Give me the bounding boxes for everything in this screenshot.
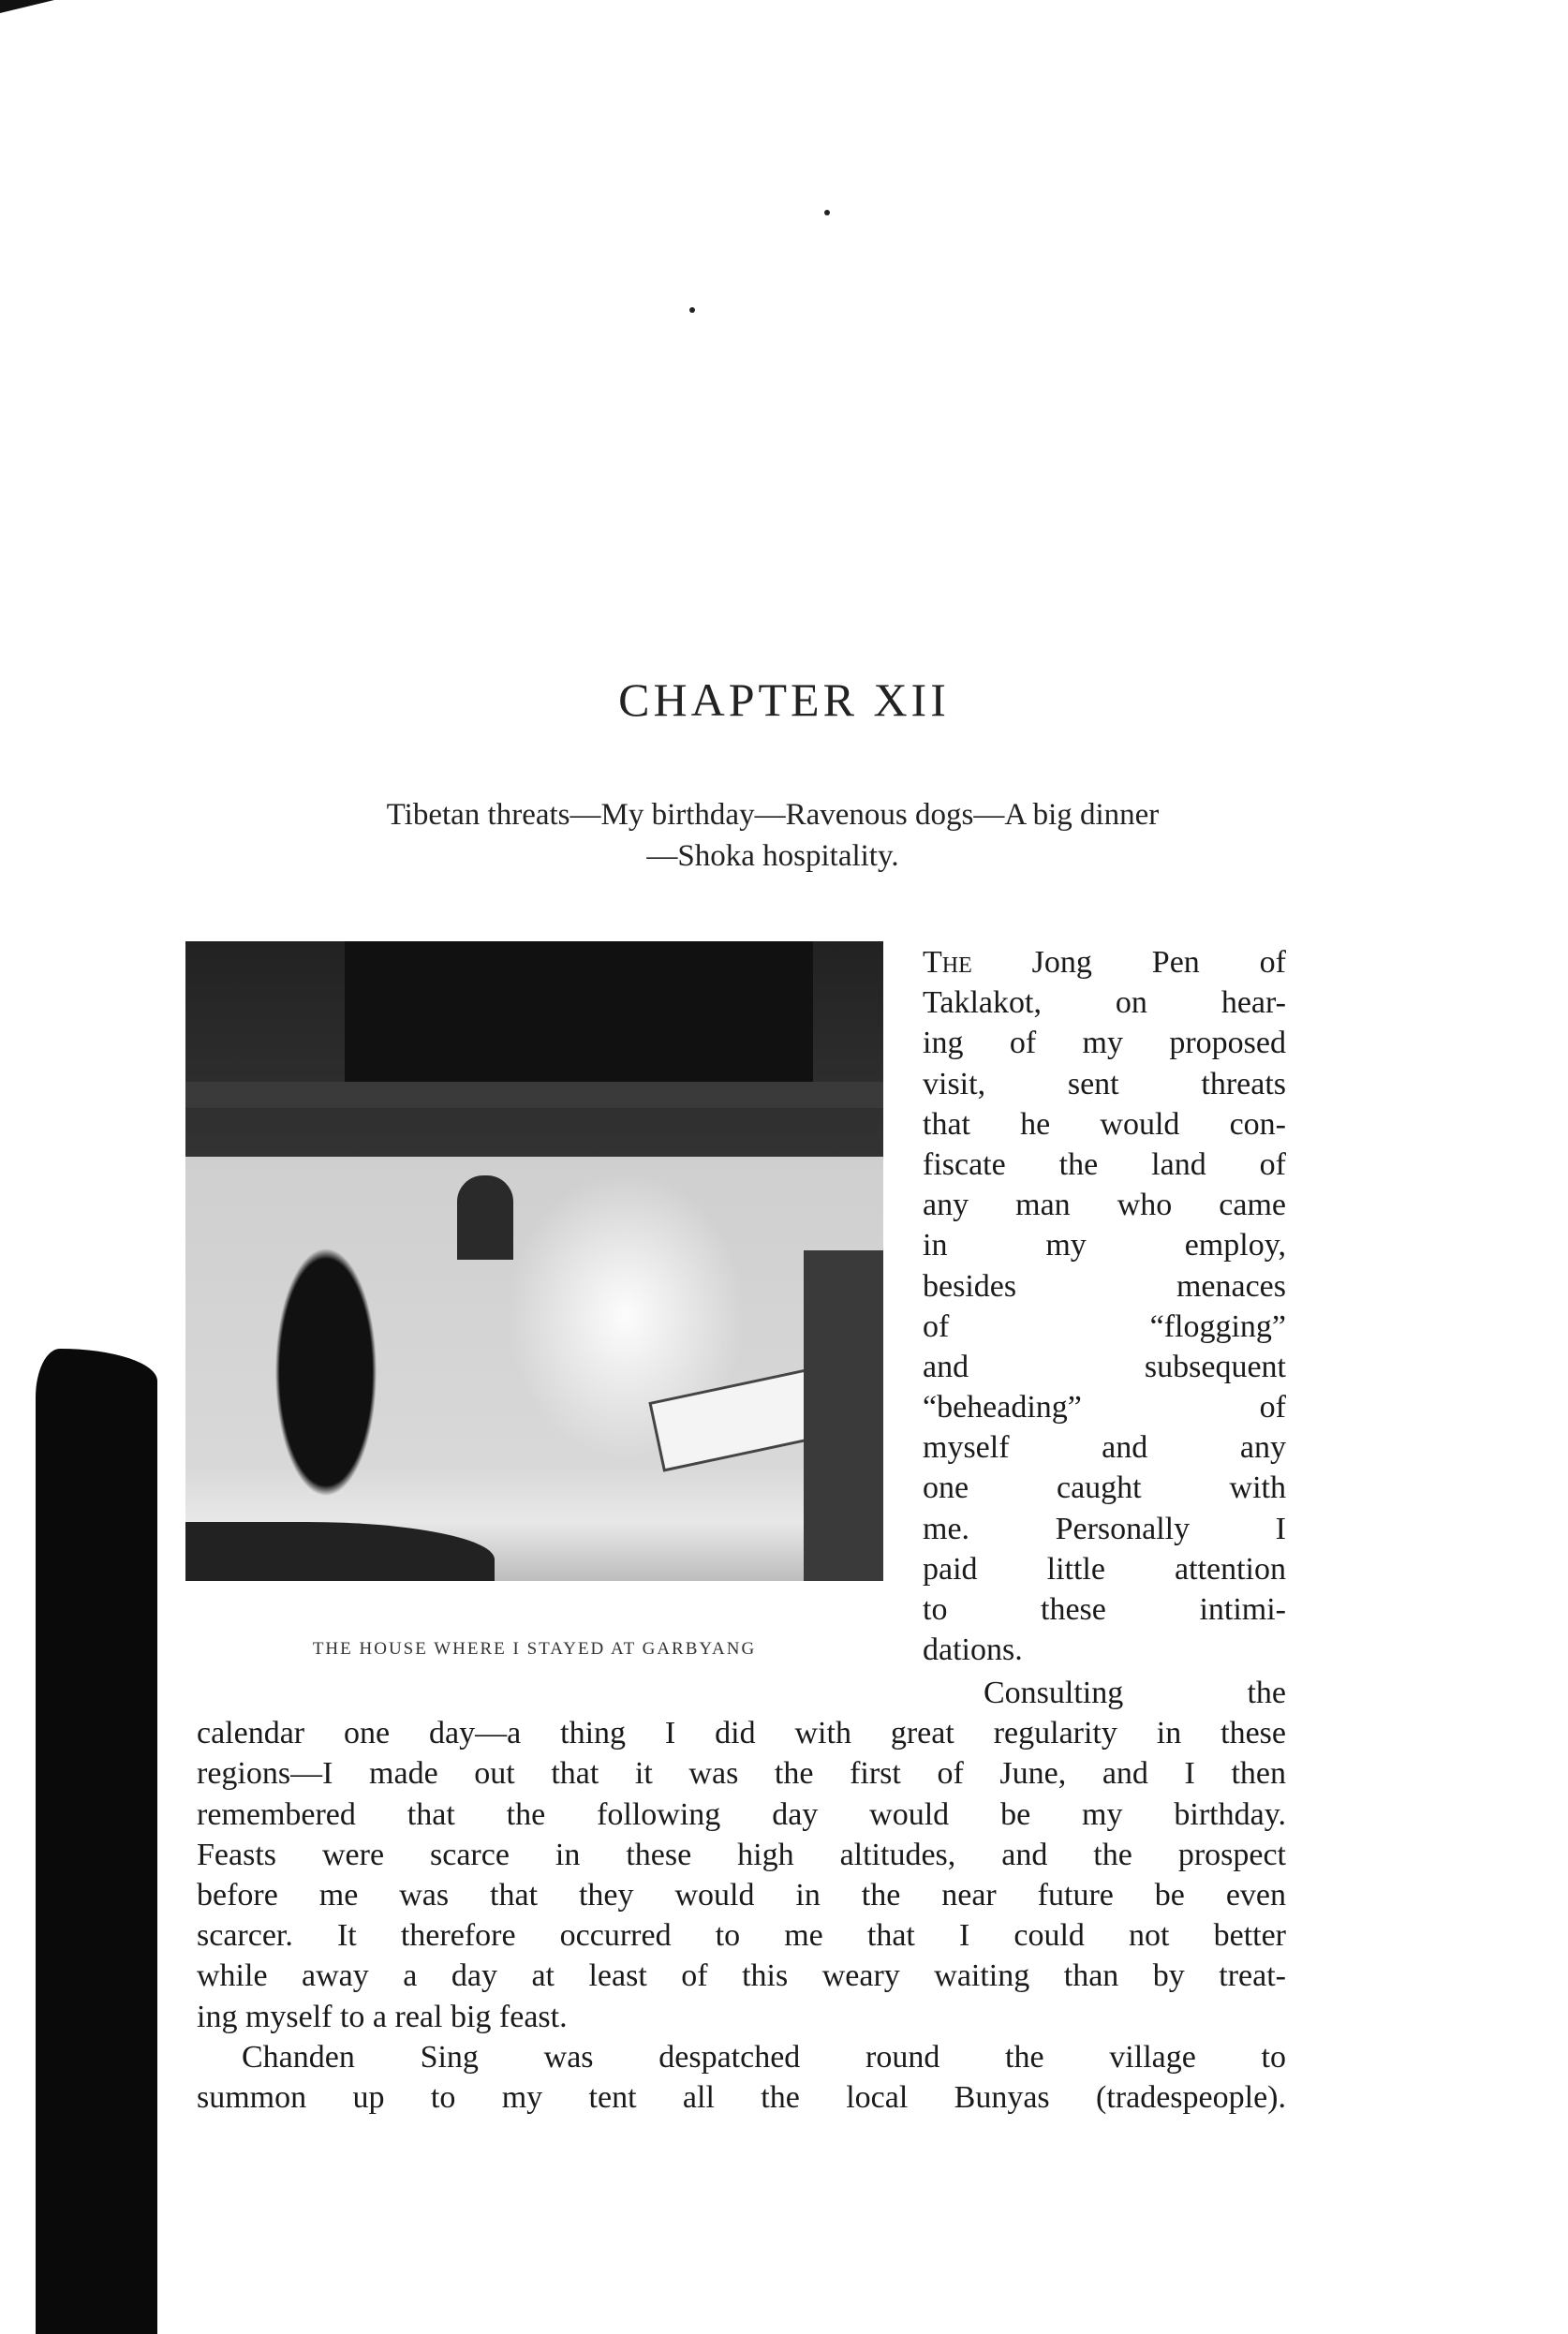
text-line: that he would con- bbox=[923, 1106, 1286, 1142]
text-line: remembered that the following day would be my birthday. bbox=[197, 1796, 1286, 1832]
text-line: fiscate the land of bbox=[923, 1146, 1286, 1182]
text-line: besides menaces bbox=[923, 1268, 1286, 1304]
dropcap-word: The bbox=[923, 945, 972, 980]
text-line bbox=[923, 942, 1286, 982]
scan-corner-mark bbox=[0, 0, 54, 13]
text-line: “beheading” of bbox=[923, 1390, 1286, 1426]
text-line: to these intimi- bbox=[923, 1592, 1286, 1627]
body-text bbox=[197, 1673, 1286, 2118]
text-line: myself and any bbox=[923, 1430, 1286, 1466]
photo-shadow-right bbox=[804, 1250, 883, 1581]
text-line: dations. bbox=[923, 1632, 1023, 1668]
figure-caption: THE HOUSE WHERE I STAYED AT GARBYANG bbox=[312, 1639, 757, 1659]
scan-speck bbox=[689, 307, 695, 313]
text-line: and subsequent bbox=[923, 1349, 1286, 1384]
text-line: any man who came bbox=[923, 1188, 1286, 1223]
text-line: summon up to my tent all the local Bunyas (tradespeople). bbox=[197, 2079, 1286, 2115]
chapter-summary-line: —Shoka hospitality. bbox=[646, 839, 899, 873]
text-line: calendar one day—a thing I did with great regularity in these bbox=[197, 1716, 1286, 1751]
text-line: visit, sent threats bbox=[923, 1066, 1286, 1101]
text-line: of “flogging” bbox=[923, 1308, 1286, 1344]
text-line: Chanden Sing was despatched round the village to bbox=[242, 2039, 1286, 2075]
house-photograph bbox=[185, 941, 883, 1581]
chapter-summary-line: Tibetan threats—My birthday—Ravenous dogs—A big dinner bbox=[386, 798, 1160, 832]
text-line: one caught with bbox=[923, 1470, 1286, 1506]
text-line: while away a day at least of this weary waiting than by treat- bbox=[197, 1958, 1286, 1994]
text-fragment: Jong Pen of bbox=[971, 945, 1286, 980]
text-line: in my employ, bbox=[923, 1228, 1286, 1263]
text-line: Consulting the bbox=[984, 1676, 1286, 1710]
scan-gutter-shadow bbox=[36, 1349, 157, 2334]
text-line: Feasts were scarce in these high altitudes, and the prospect bbox=[197, 1837, 1286, 1872]
text-line: ing of my proposed bbox=[923, 1026, 1286, 1061]
chapter-summary bbox=[244, 794, 1302, 877]
text-line: scarcer. It therefore occurred to me that I could not better bbox=[197, 1918, 1286, 1954]
text-line: me. Personally I bbox=[923, 1511, 1286, 1546]
text-line: regions—I made out that it was the first of June, and I then bbox=[197, 1756, 1286, 1792]
text-line: before me was that they would in the near future be even bbox=[197, 1877, 1286, 1913]
photo-roof-beam bbox=[185, 1082, 883, 1108]
text-line: ing myself to a real big feast. bbox=[197, 1999, 568, 2034]
photo-window bbox=[457, 1175, 513, 1260]
photo-shadow-upper bbox=[345, 941, 813, 1091]
text-line: Taklakot, on hear- bbox=[923, 985, 1286, 1021]
side-column-text bbox=[923, 942, 1286, 1670]
scan-speck bbox=[824, 210, 830, 215]
photo-ground-shadow bbox=[185, 1522, 495, 1581]
text-line: paid little attention bbox=[923, 1551, 1286, 1587]
chapter-title: CHAPTER XII bbox=[618, 673, 950, 726]
